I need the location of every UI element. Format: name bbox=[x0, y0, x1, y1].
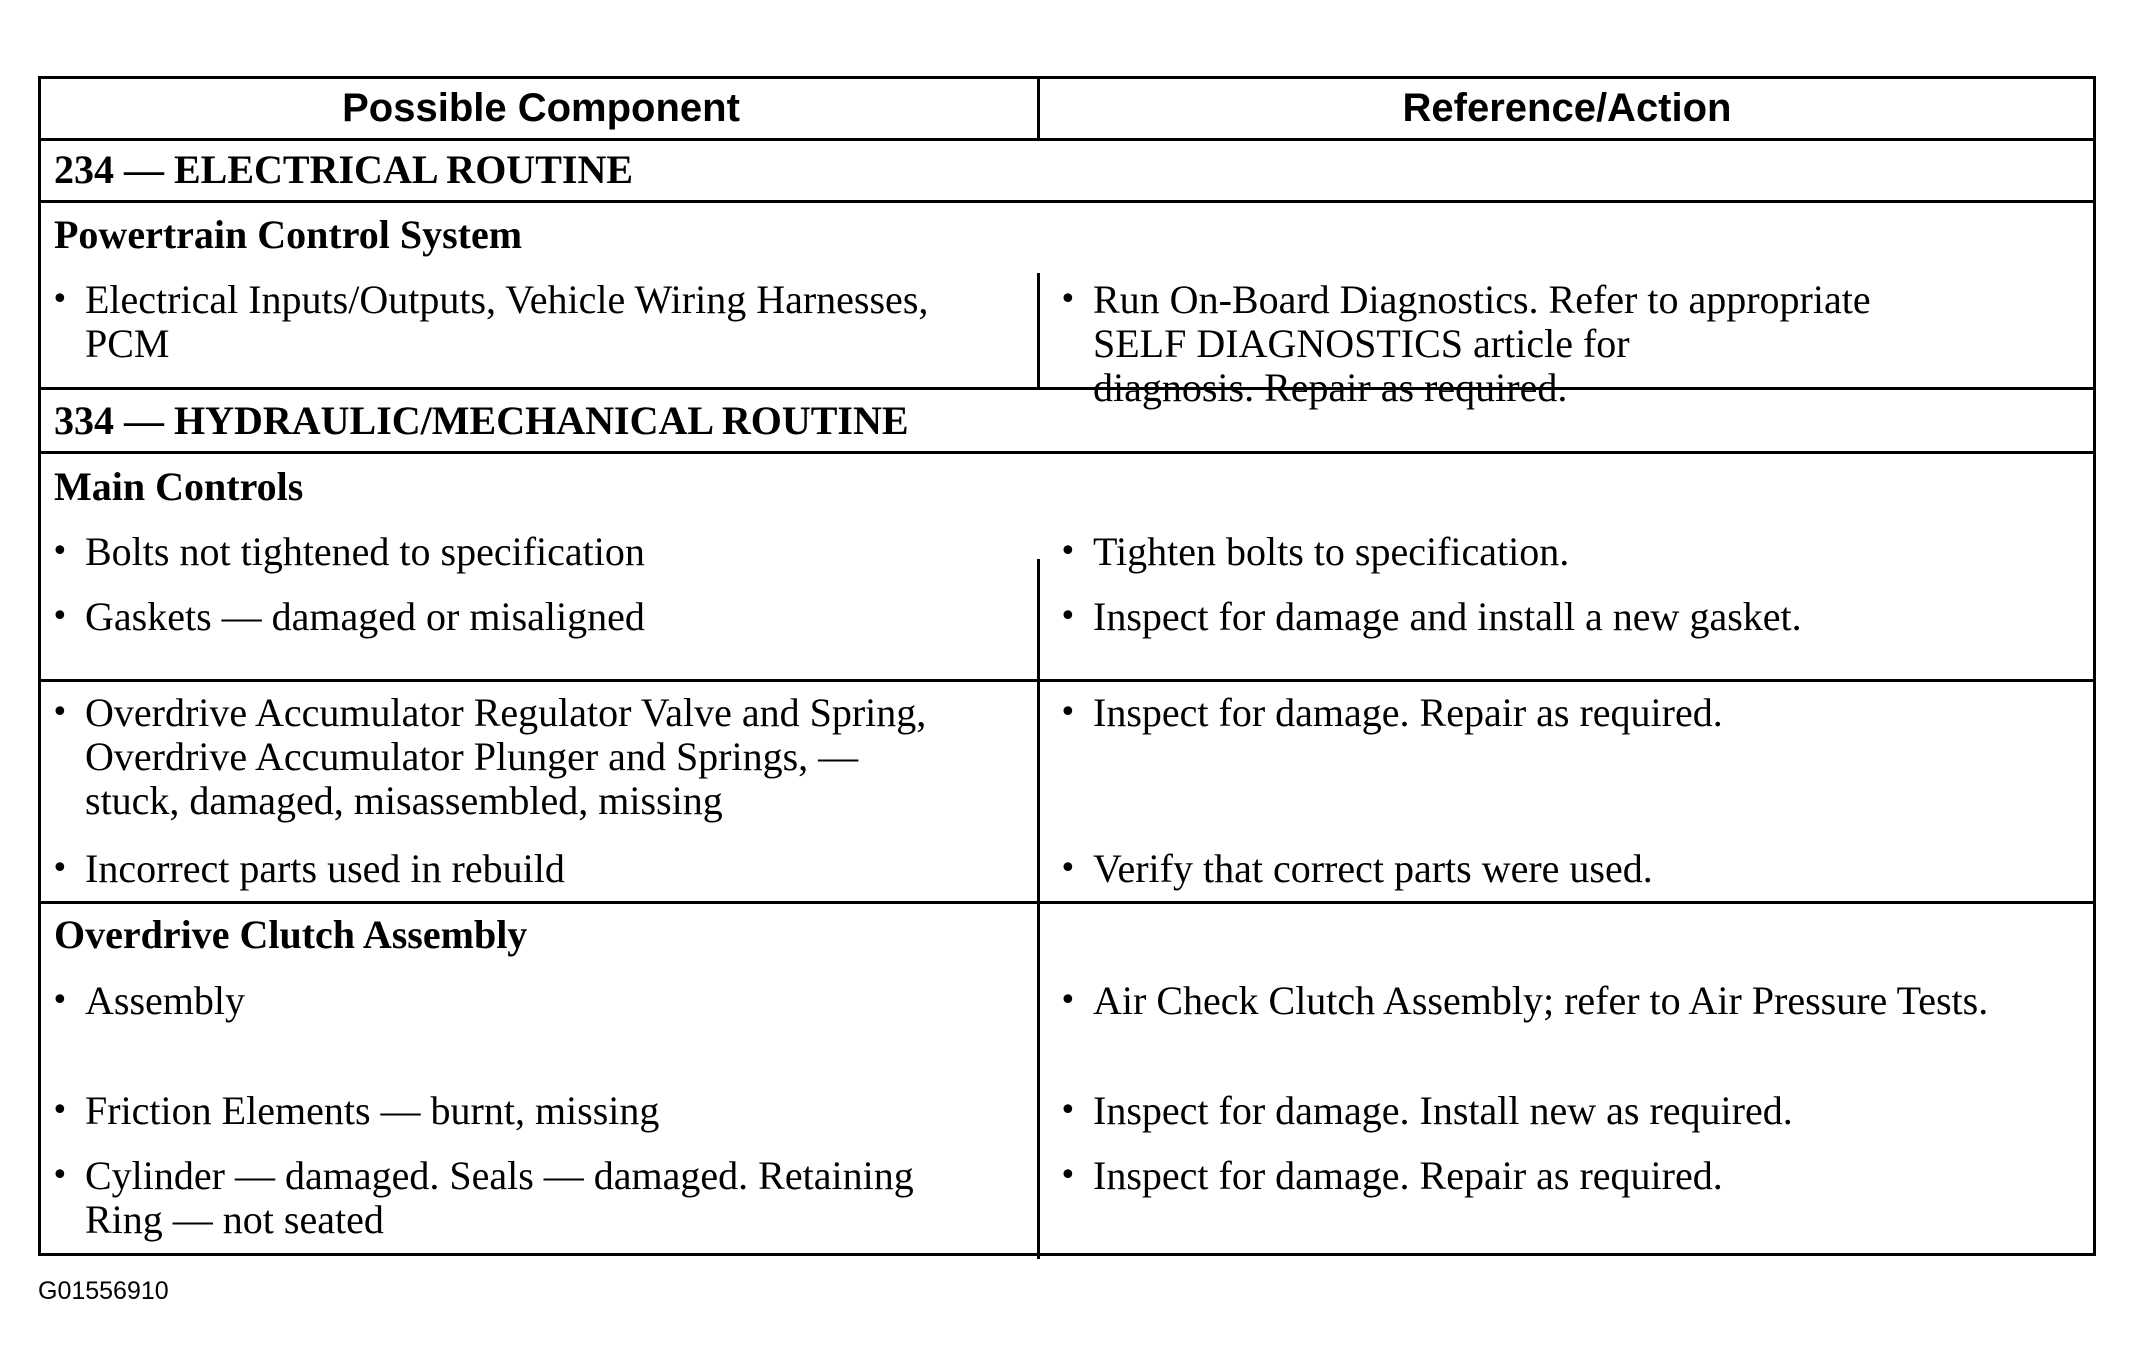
cell-line: Assembly bbox=[85, 978, 245, 1023]
group-title: Main Controls bbox=[54, 464, 304, 509]
diagnostic-table bbox=[38, 76, 2096, 1256]
column-divider bbox=[1037, 559, 1040, 1259]
bullet: • bbox=[51, 534, 69, 569]
cell-line: Overdrive Accumulator Regulator Valve and Spring, bbox=[85, 690, 927, 735]
cell-line: Ring — not seated bbox=[85, 1197, 384, 1242]
cell-line: Gaskets — damaged or misaligned bbox=[85, 594, 645, 639]
group-title: Powertrain Control System bbox=[54, 212, 523, 257]
bullet: • bbox=[1059, 1158, 1077, 1193]
cell-line: Run On-Board Diagnostics. Refer to appropriate bbox=[1093, 277, 1871, 322]
header-reference-action: Reference/Action bbox=[1402, 86, 1732, 130]
cell-line: Inspect for damage and install a new gasket. bbox=[1093, 594, 1802, 639]
component-cell bbox=[51, 847, 565, 891]
row-divider bbox=[41, 451, 2093, 454]
bullet: • bbox=[1059, 534, 1077, 569]
action-cell bbox=[1059, 691, 1723, 735]
header-possible-component: Possible Component bbox=[342, 86, 740, 130]
cell-line: Tighten bolts to specification. bbox=[1093, 529, 1570, 574]
bullet: • bbox=[1059, 282, 1077, 317]
bullet: • bbox=[1059, 983, 1077, 1018]
cell-line: SELF DIAGNOSTICS article for bbox=[1093, 321, 1630, 366]
column-divider bbox=[1037, 79, 1040, 141]
cell-line: Incorrect parts used in rebuild bbox=[85, 846, 565, 891]
cell-line: Bolts not tightened to specification bbox=[85, 529, 645, 574]
cell-line: Inspect for damage. Repair as required. bbox=[1093, 690, 1723, 735]
bullet: • bbox=[51, 282, 69, 317]
action-cell bbox=[1059, 1154, 1723, 1198]
cell-line: Inspect for damage. Repair as required. bbox=[1093, 1153, 1723, 1198]
row-divider bbox=[41, 200, 2093, 203]
cell-line: PCM bbox=[85, 321, 170, 366]
row-divider bbox=[41, 901, 2093, 904]
section-title: 334 — HYDRAULIC/MECHANICAL ROUTINE bbox=[54, 398, 909, 443]
action-cell bbox=[1059, 530, 1569, 574]
bullet: • bbox=[51, 695, 69, 730]
cell-line: Overdrive Accumulator Plunger and Springs, — bbox=[85, 734, 859, 779]
component-cell bbox=[51, 278, 928, 366]
section-title: 234 — ELECTRICAL ROUTINE bbox=[54, 147, 634, 192]
action-cell bbox=[1059, 278, 1871, 410]
bullet: • bbox=[1059, 695, 1077, 730]
cell-line: diagnosis. Repair as required. bbox=[1093, 365, 1568, 410]
component-cell bbox=[51, 1154, 914, 1242]
action-cell bbox=[1059, 595, 1802, 639]
action-cell bbox=[1059, 847, 1653, 891]
bullet: • bbox=[51, 851, 69, 886]
bullet: • bbox=[51, 983, 69, 1018]
bullet: • bbox=[1059, 1093, 1077, 1128]
bullet: • bbox=[1059, 851, 1077, 886]
cell-line: Air Check Clutch Assembly; refer to Air Pressure Tests. bbox=[1093, 978, 1989, 1023]
table-header bbox=[41, 79, 2093, 141]
cell-line: Verify that correct parts were used. bbox=[1093, 846, 1653, 891]
cell-line: Cylinder — damaged. Seals — damaged. Retaining bbox=[85, 1153, 914, 1198]
component-cell bbox=[51, 691, 926, 823]
component-cell bbox=[51, 1089, 659, 1133]
bullet: • bbox=[51, 599, 69, 634]
figure-id: G01556910 bbox=[38, 1277, 169, 1305]
cell-line: Electrical Inputs/Outputs, Vehicle Wiring Harnesses, bbox=[85, 277, 929, 322]
component-cell bbox=[51, 979, 245, 1023]
bullet: • bbox=[51, 1158, 69, 1193]
cell-line: Friction Elements — burnt, missing bbox=[85, 1088, 660, 1133]
row-divider bbox=[41, 679, 2093, 682]
cell-line: stuck, damaged, misassembled, missing bbox=[85, 778, 723, 823]
component-cell bbox=[51, 595, 645, 639]
component-cell bbox=[51, 530, 645, 574]
bullet: • bbox=[1059, 599, 1077, 634]
action-cell bbox=[1059, 1089, 1793, 1133]
group-title: Overdrive Clutch Assembly bbox=[54, 912, 528, 957]
bullet: • bbox=[51, 1093, 69, 1128]
cell-line: Inspect for damage. Install new as required. bbox=[1093, 1088, 1793, 1133]
action-cell bbox=[1059, 979, 1988, 1023]
column-divider bbox=[1037, 273, 1040, 390]
